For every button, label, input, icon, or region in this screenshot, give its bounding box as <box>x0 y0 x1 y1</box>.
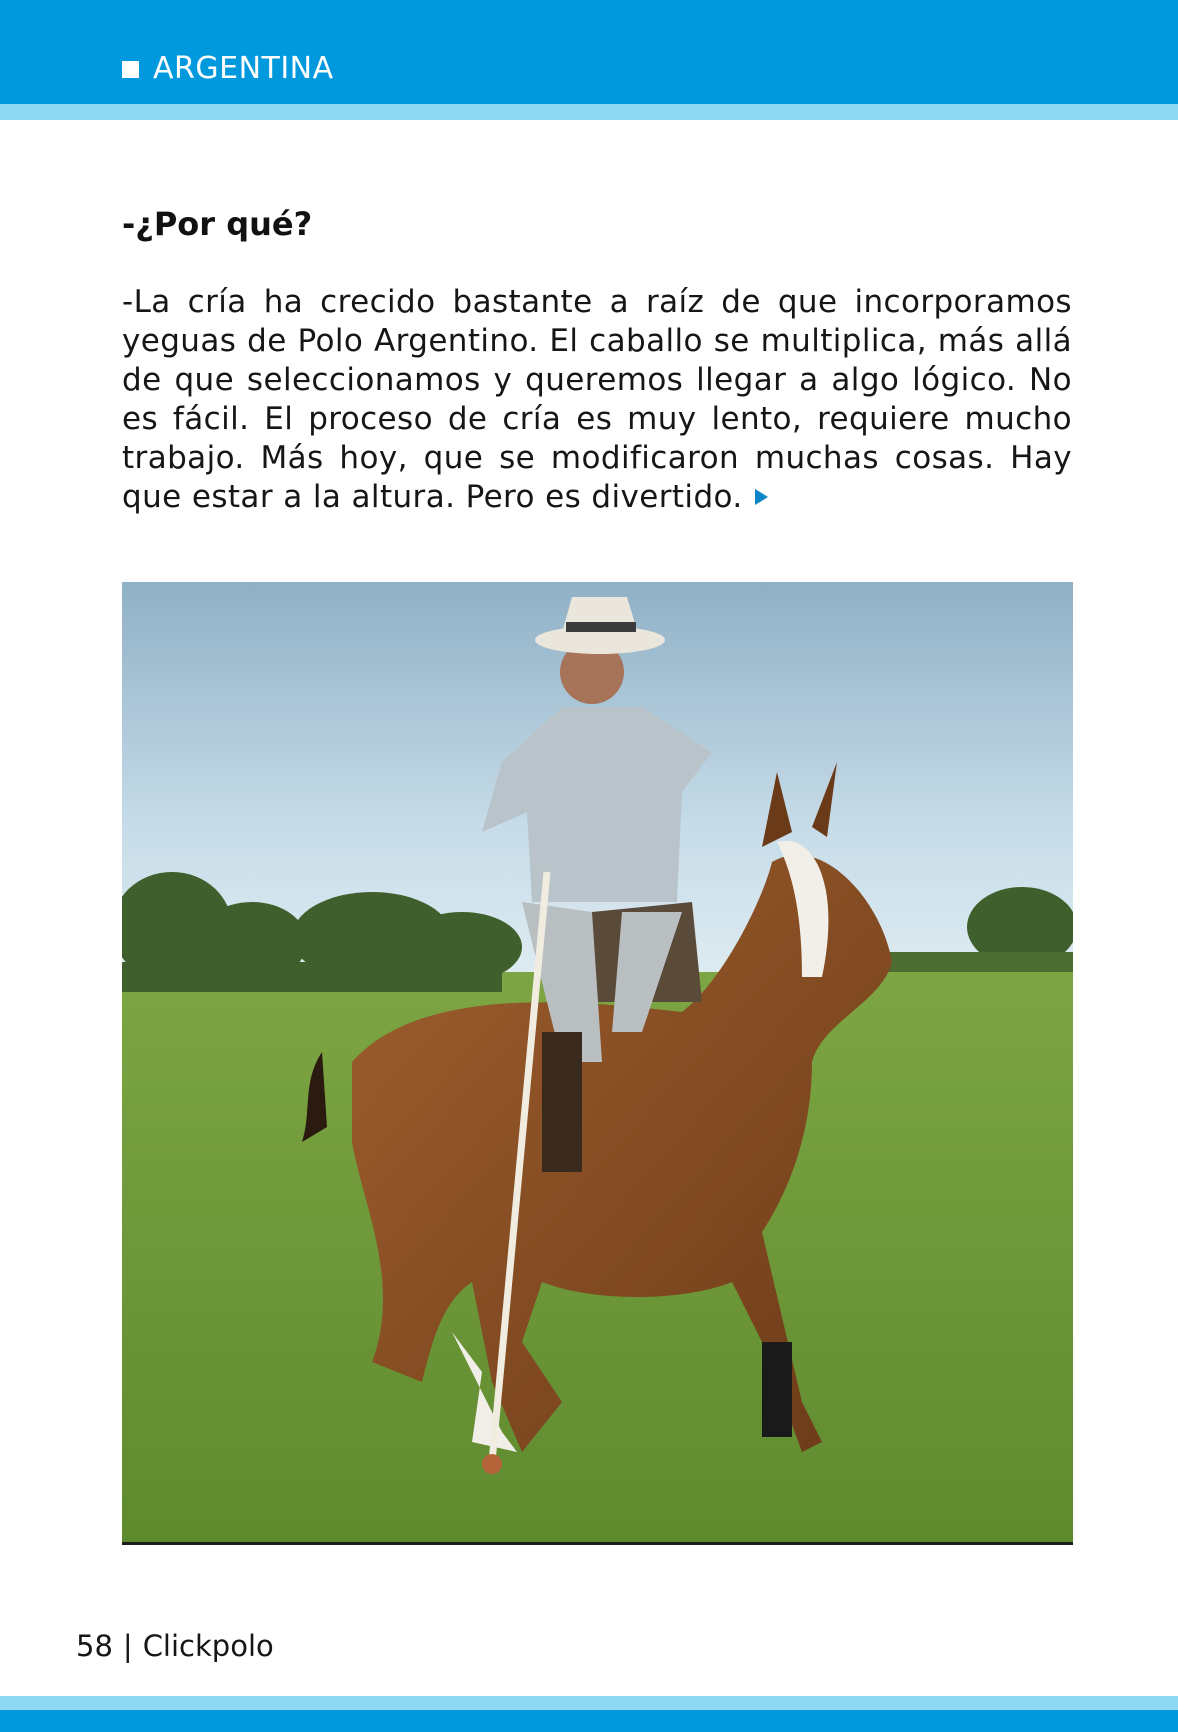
publication-name: Clickpolo <box>142 1629 274 1663</box>
answer-text: -La cría ha crecido bastante a raíz de que incorporamos yeguas de Polo Argentino. El caballo se multiplica, más allá de que seleccionamos y queremos llegar a algo lógico. No es fácil. El proceso de cría es muy lento, requiere mucho trabajo. Más hoy, que se modificaron muchas cosas. Hay que estar a la altura. Pero es divertido. <box>122 284 1072 515</box>
page-number: 58 <box>76 1629 113 1663</box>
header-stripe <box>0 104 1178 120</box>
footer-separator: | <box>122 1629 133 1663</box>
section-square-icon <box>122 61 139 78</box>
interview-question: -¿Por qué? <box>122 205 313 243</box>
interview-answer <box>122 283 1072 517</box>
page-footer <box>76 1627 274 1665</box>
footer-stripe <box>0 1696 1178 1710</box>
photo-bottom-line <box>122 1542 1073 1545</box>
polo-rider-photo <box>122 582 1073 1545</box>
section-label: ARGENTINA <box>153 51 334 86</box>
triangle-arrow-icon <box>755 489 768 505</box>
footer-bar <box>0 1710 1178 1732</box>
